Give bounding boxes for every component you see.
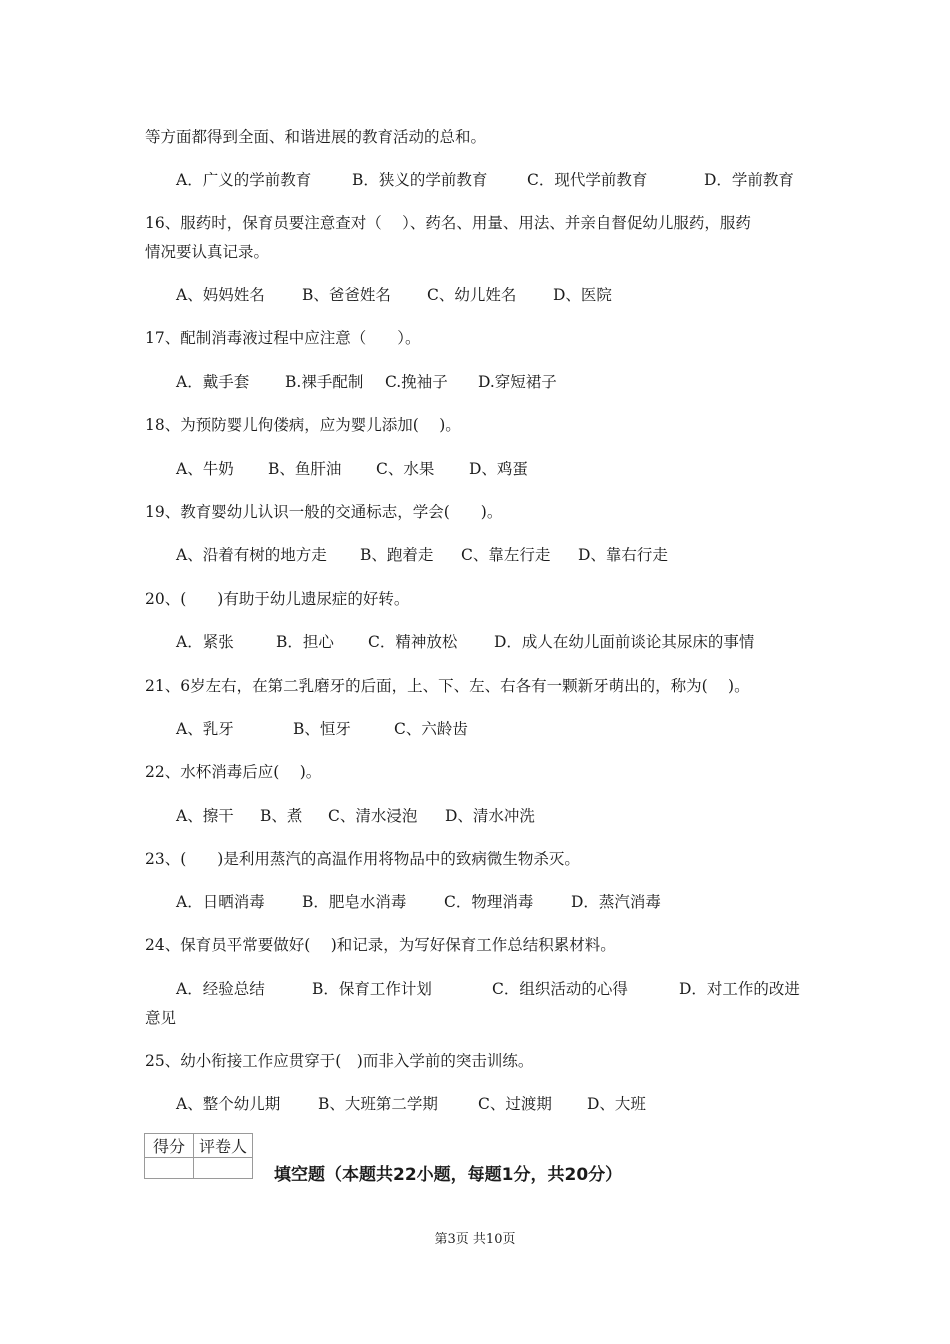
question-24: 24、保育员平常要做好( )和记录，为写好保育工作总结积累材料。 (145, 936, 616, 954)
option-a: A、沿着有树的地方走 (176, 546, 327, 564)
options-q18 (176, 458, 810, 480)
grader-cell (194, 1158, 253, 1179)
option-c: C、六龄齿 (394, 720, 468, 738)
options-q24 (176, 978, 810, 1000)
option-a: A．戴手套 (176, 373, 250, 391)
option-a: A．日晒消毒 (176, 893, 265, 911)
question-17: 17、配制消毒液过程中应注意（ ）。 (145, 329, 421, 347)
option-d: D、医院 (553, 286, 612, 304)
score-header: 得分 (145, 1134, 194, 1158)
option-b: B．担心 (276, 633, 334, 651)
question-16: 16、服药时，保育员要注意查对（ ）、药名、用量、用法、并亲自督促幼儿服药，服药 (145, 214, 751, 232)
option-d: D、靠右行走 (578, 546, 668, 564)
options-q20 (176, 631, 810, 653)
option-c: C、清水浸泡 (328, 807, 418, 825)
score-cell (145, 1158, 194, 1179)
option-a: A、牛奶 (176, 460, 234, 478)
option-c: C．组织活动的心得 (492, 980, 628, 998)
option-d: D、清水冲洗 (445, 807, 535, 825)
options-q16 (176, 284, 810, 306)
option-b: B、爸爸姓名 (302, 286, 391, 304)
page-footer: 第3页 共10页 (434, 1232, 516, 1247)
option-a: A、妈妈姓名 (176, 286, 265, 304)
option-c: C．现代学前教育 (527, 171, 648, 189)
option-a: A、乳牙 (176, 720, 234, 738)
question-25: 25、幼小衔接工作应贯穿于( )而非入学前的突击训练。 (145, 1052, 534, 1070)
option-d: D、鸡蛋 (469, 460, 528, 478)
options-q23 (176, 891, 810, 913)
options-q17 (176, 371, 810, 393)
question-24-continued: 意见 (145, 1009, 177, 1027)
section-title: 填空题（本题共22小题，每题1分，共20分） (274, 1165, 623, 1185)
option-a: A．紧张 (176, 633, 234, 651)
question-21: 21、6岁左右，在第二乳磨牙的后面，上、下、左、右各有一颗新牙萌出的，称为( )。 (145, 677, 750, 695)
option-b: B．肥皂水消毒 (302, 893, 407, 911)
option-d: D．蒸汽消毒 (571, 893, 661, 911)
option-b: B.裸手配制 (285, 373, 364, 391)
option-b: B．狭义的学前教育 (352, 171, 488, 189)
options-q19 (176, 544, 810, 566)
grader-header: 评卷人 (194, 1134, 253, 1158)
options-q21 (176, 718, 810, 740)
option-d: D、大班 (587, 1095, 646, 1113)
options-q15 (176, 169, 810, 191)
options-q25 (176, 1093, 810, 1115)
option-a: A．广义的学前教育 (176, 171, 312, 189)
option-d: D．对工作的改进 (679, 980, 800, 998)
question-16-continued: 情况要认真记录。 (145, 243, 270, 261)
option-c: C．精神放松 (368, 633, 458, 651)
option-a: A、整个幼儿期 (176, 1095, 281, 1113)
options-q22 (176, 805, 810, 827)
question-18: 18、为预防婴儿佝偻病，应为婴儿添加( )。 (145, 416, 461, 434)
score-table (144, 1133, 253, 1179)
option-a: A．经验总结 (176, 980, 265, 998)
option-a: A、擦干 (176, 807, 234, 825)
option-c: C.挽袖子 (385, 373, 448, 391)
question-22: 22、水杯消毒后应( )。 (145, 763, 322, 781)
option-b: B、跑着走 (360, 546, 434, 564)
option-b: B、煮 (260, 807, 303, 825)
option-b: B．保育工作计划 (312, 980, 432, 998)
question-text: 等方面都得到全面、和谐进展的教育活动的总和。 (145, 128, 487, 146)
option-c: C、幼儿姓名 (427, 286, 517, 304)
question-23: 23、( )是利用蒸汽的高温作用将物品中的致病微生物杀灭。 (145, 850, 580, 868)
option-d: D．成人在幼儿面前谈论其尿床的事情 (494, 633, 755, 651)
option-b: B、大班第二学期 (318, 1095, 438, 1113)
option-c: C、靠左行走 (461, 546, 551, 564)
option-d: D.穿短裙子 (478, 373, 557, 391)
option-d: D．学前教育 (704, 171, 794, 189)
question-20: 20、( )有助于幼儿遗尿症的好转。 (145, 590, 410, 608)
option-b: B、鱼肝油 (268, 460, 342, 478)
option-b: B、恒牙 (293, 720, 351, 738)
question-19: 19、教育婴幼儿认识一般的交通标志，学会( )。 (145, 503, 503, 521)
option-c: C、水果 (376, 460, 435, 478)
option-c: C．物理消毒 (444, 893, 534, 911)
option-c: C、过渡期 (478, 1095, 552, 1113)
